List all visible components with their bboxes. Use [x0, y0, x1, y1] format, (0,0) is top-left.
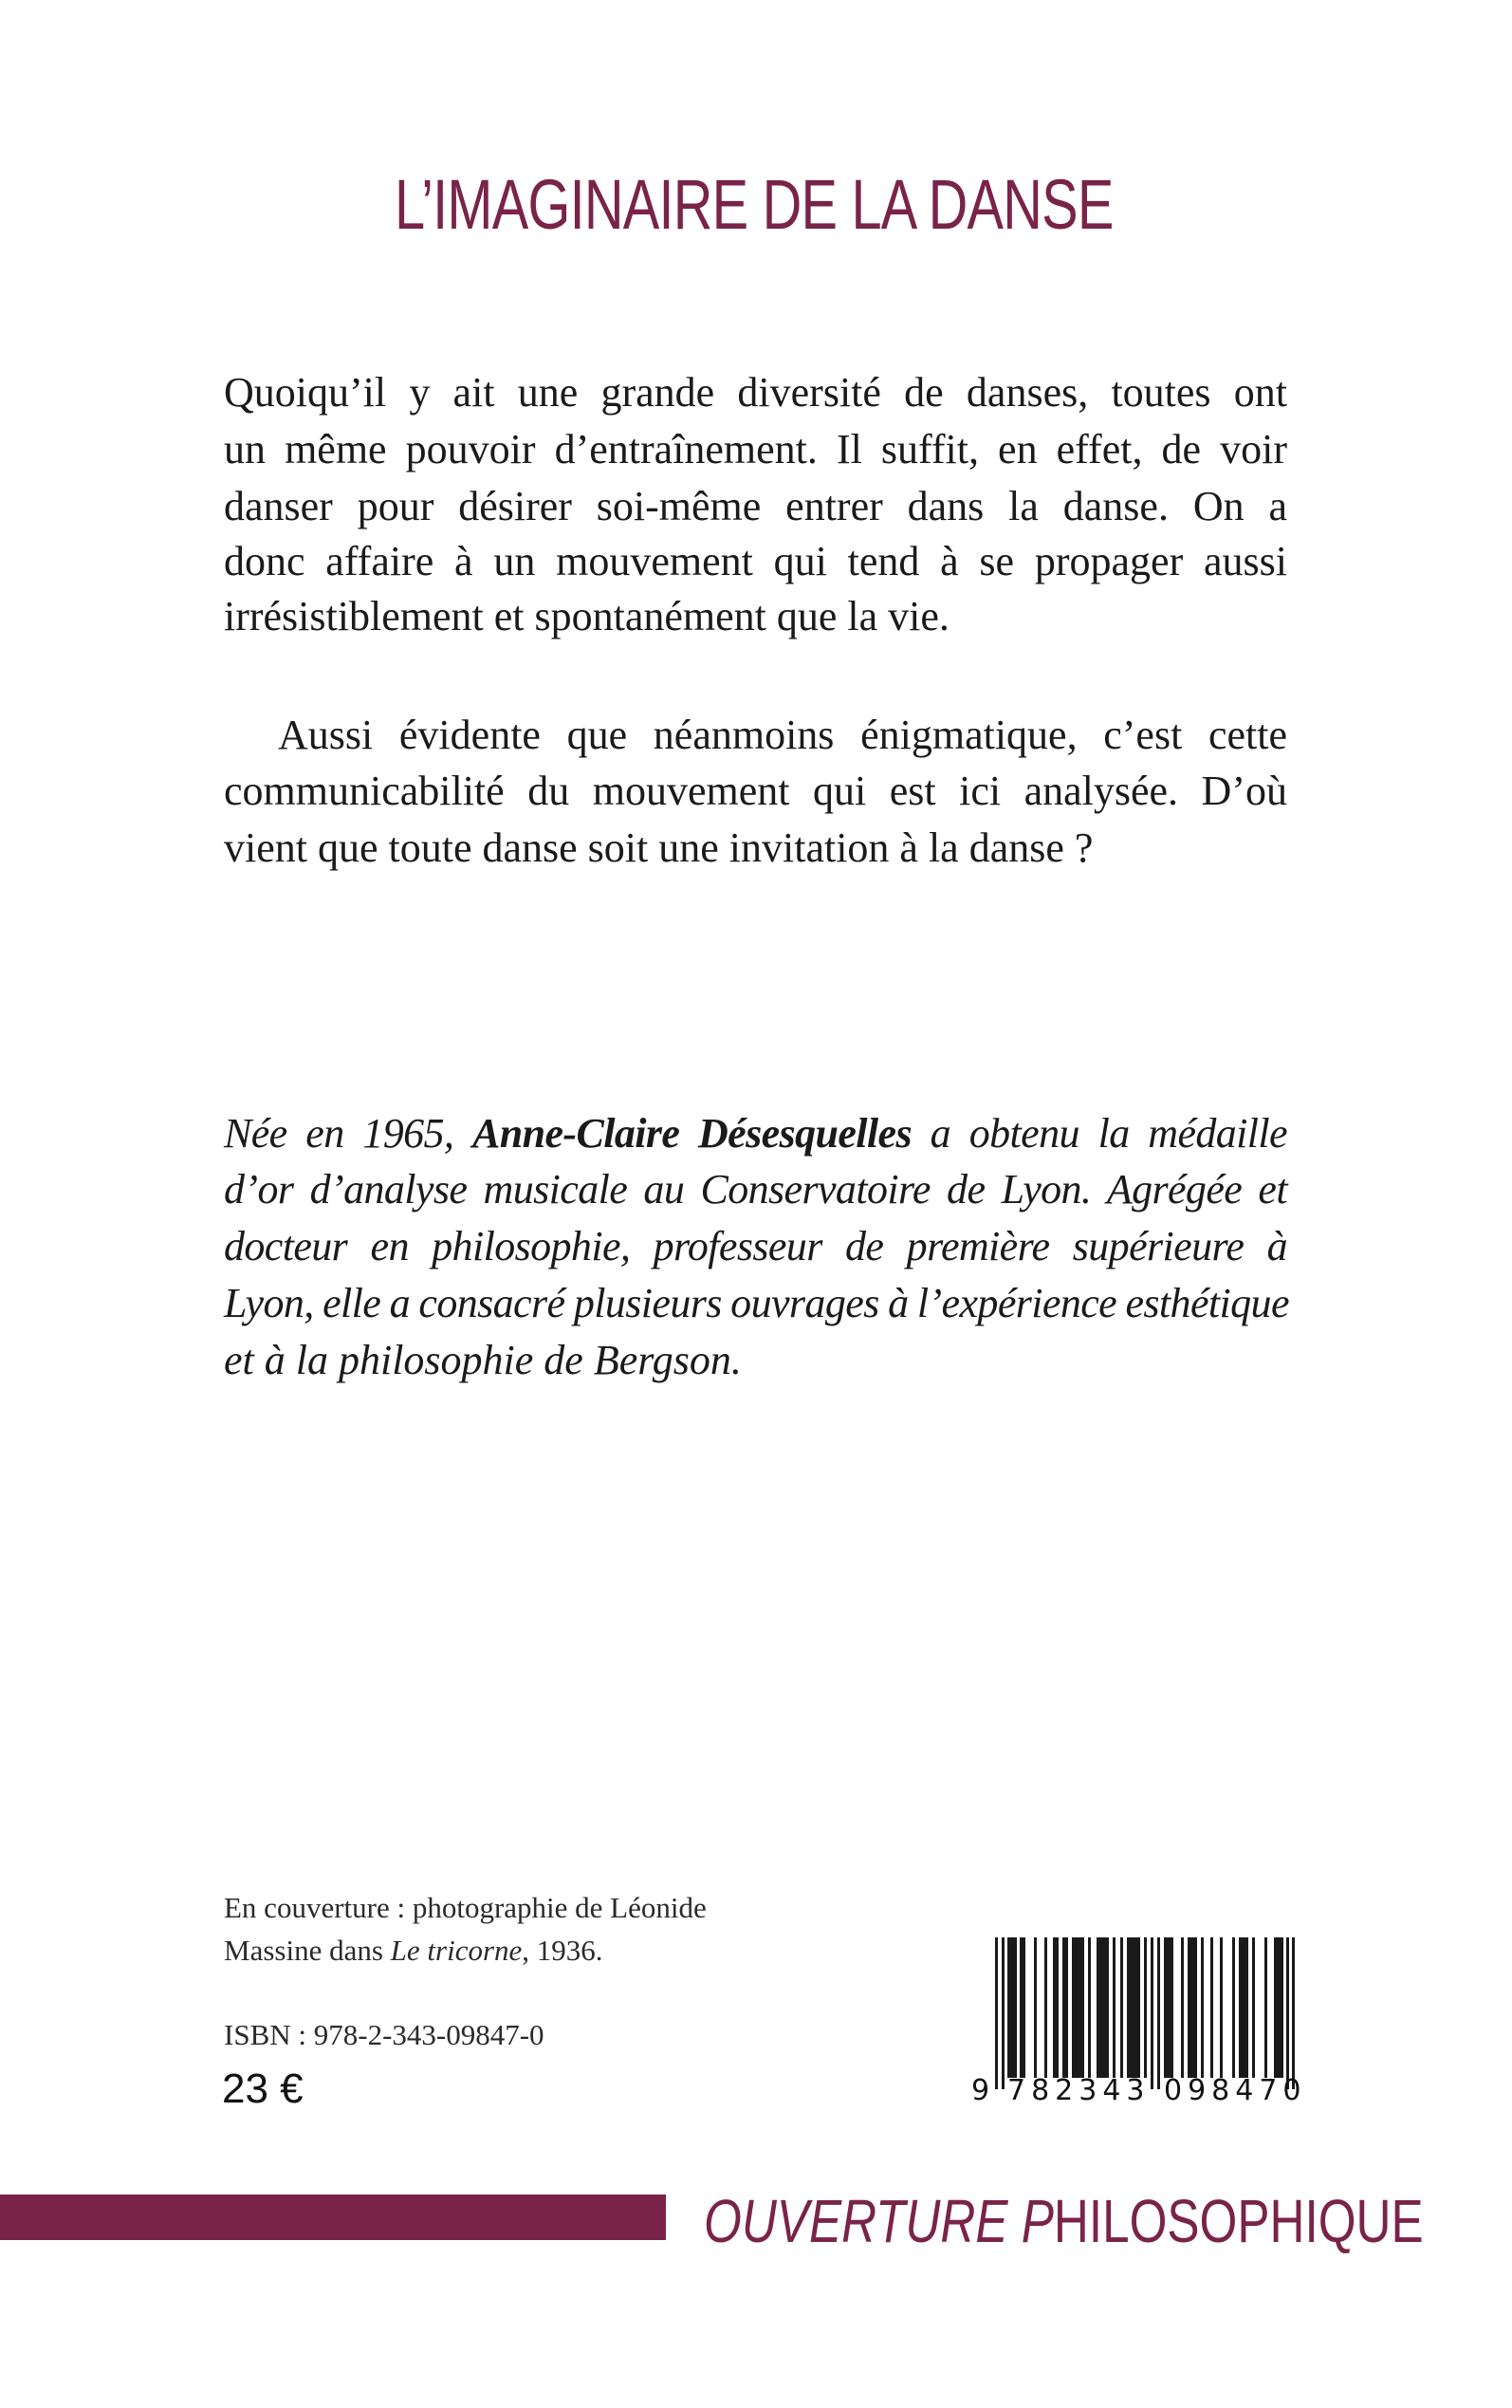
- blurb-line: Aussi évidente que néanmoins énigmatique, c’est cette: [278, 712, 1287, 758]
- cover-credit-line-2: [224, 1929, 603, 1972]
- barcode-number: [969, 2074, 1307, 2108]
- blurb-line: danser pour désirer soi-même entrer dans la danse. On a: [224, 483, 1287, 529]
- credit-year: , 1936.: [522, 1934, 603, 1967]
- barcode-first-digit: 9: [971, 2074, 993, 2107]
- series-accent-band: [0, 2195, 666, 2240]
- work-title: Le tricorne: [390, 1934, 523, 1967]
- cover-credit-line-1: En couverture : photographie de Léonide: [224, 1891, 707, 1924]
- blurb-line: vient que toute danse soit une invitation à la danse ?: [224, 824, 1094, 871]
- bio-line: d’or d’analyse musicale au Conservatoire de Lyon. Agrégée et: [224, 1166, 1287, 1213]
- bio-line: et à la philosophie de Bergson.: [224, 1337, 742, 1383]
- series-name: [704, 2188, 1463, 2254]
- barcode-left-group: 782343: [1007, 2074, 1151, 2107]
- bio-intro: Née en 1965,: [224, 1110, 454, 1157]
- series-name-p: P: [1021, 2187, 1054, 2255]
- blurb-line: irrésistiblement et spontanément que la vie.: [224, 593, 950, 639]
- credit-text: Massine dans: [224, 1934, 383, 1967]
- blurb-line: un même pouvoir d’entraînement. Il suffit, en effet, de voir: [224, 426, 1287, 472]
- book-title: L’IMAGINAIRE DE LA DANSE: [395, 165, 1114, 244]
- blurb-line: donc affaire à un mouvement qui tend à se propager aussi: [224, 538, 1287, 584]
- bio-line-1: [224, 1105, 1287, 1162]
- bio-intro-rest: a obtenu la médaille: [930, 1110, 1287, 1157]
- series-name-part1: OUVERTURE: [704, 2187, 1008, 2255]
- bio-line: Lyon, elle a consacré plusieurs ouvrages à l’expérience esthétique: [224, 1280, 1289, 1326]
- barcode-right-group: 098470: [1164, 2074, 1307, 2107]
- blurb-line: Quoiqu’il y ait une grande diversité de danses, toutes ont: [224, 369, 1287, 416]
- isbn-text: ISBN : 978-2-343-09847-0: [224, 2018, 544, 2051]
- author-name: Anne-Claire Désesquelles: [471, 1110, 912, 1157]
- series-name-rest: HILOSOPHIQUE: [1053, 2187, 1424, 2255]
- bio-line: docteur en philosophie, professeur de première supérieure à: [224, 1223, 1287, 1269]
- price-label: 23 €: [222, 2065, 304, 2112]
- blurb-line: communicabilité du mouvement qui est ici analysée. D’où: [224, 768, 1287, 814]
